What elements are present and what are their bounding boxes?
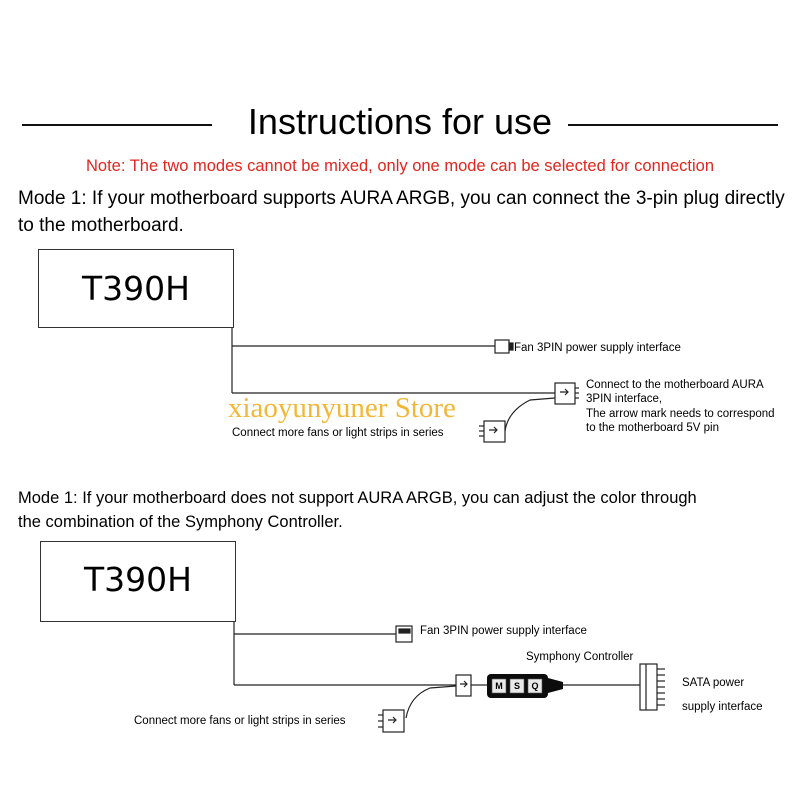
- page-title: Instructions for use: [247, 101, 553, 142]
- mode1-aura-connector: [555, 383, 579, 404]
- mode1-aura-label-1: Connect to the motherboard AURA: [586, 379, 764, 391]
- store-watermark: xiaoyunyuner Store: [228, 392, 456, 424]
- mode1-aura-label-2: 3PIN interface,: [586, 393, 663, 405]
- sata-label-2: supply interface: [682, 701, 763, 713]
- mode2-fan-label: Fan 3PIN power supply interface: [420, 625, 587, 637]
- mode1-aura-label-3: The arrow mark needs to correspond: [586, 408, 775, 420]
- mode2-series-label: Connect more fans or light strips in series: [134, 715, 346, 727]
- mode1-description: Mode 1: If your motherboard supports AURA ARGB, you can connect the 3-pin plug directly to the motherboard.: [18, 188, 785, 236]
- warning-note: Note: The two modes cannot be mixed, only one mode can be selected for connection: [86, 157, 714, 175]
- controller-button-s: S: [513, 681, 520, 691]
- sata-connector: [640, 664, 665, 710]
- mode2-fan-connector: [396, 626, 412, 642]
- mode2-controller-plug: [456, 675, 471, 696]
- mode1-model-box: [38, 249, 234, 328]
- sata-label-1: SATA power: [682, 677, 745, 689]
- mode1-fan-connector: [495, 340, 513, 353]
- mode2-series-connector: [378, 710, 404, 732]
- mode2-description: Mode 1: If your motherboard does not support AURA ARGB, you can adjust the color through the combination of the Symphony Controller.: [18, 489, 697, 531]
- mode2-series-wire: [406, 686, 456, 718]
- mode1-series-label: Connect more fans or light strips in series: [232, 427, 444, 439]
- controller-button-m: M: [495, 681, 503, 691]
- mode1-series-connector: [479, 421, 505, 442]
- controller-label: Symphony Controller: [526, 651, 634, 663]
- mode1-aura-label-4: to the motherboard 5V pin: [586, 422, 719, 434]
- mode2-model-box: [40, 541, 236, 622]
- mode1-fan-label: Fan 3PIN power supply interface: [514, 342, 681, 354]
- mode2-model-name: T390H: [84, 560, 192, 599]
- mode1-model-name: T390H: [82, 269, 190, 308]
- mode1-series-wire: [505, 398, 555, 431]
- controller-button-q: Q: [531, 681, 539, 691]
